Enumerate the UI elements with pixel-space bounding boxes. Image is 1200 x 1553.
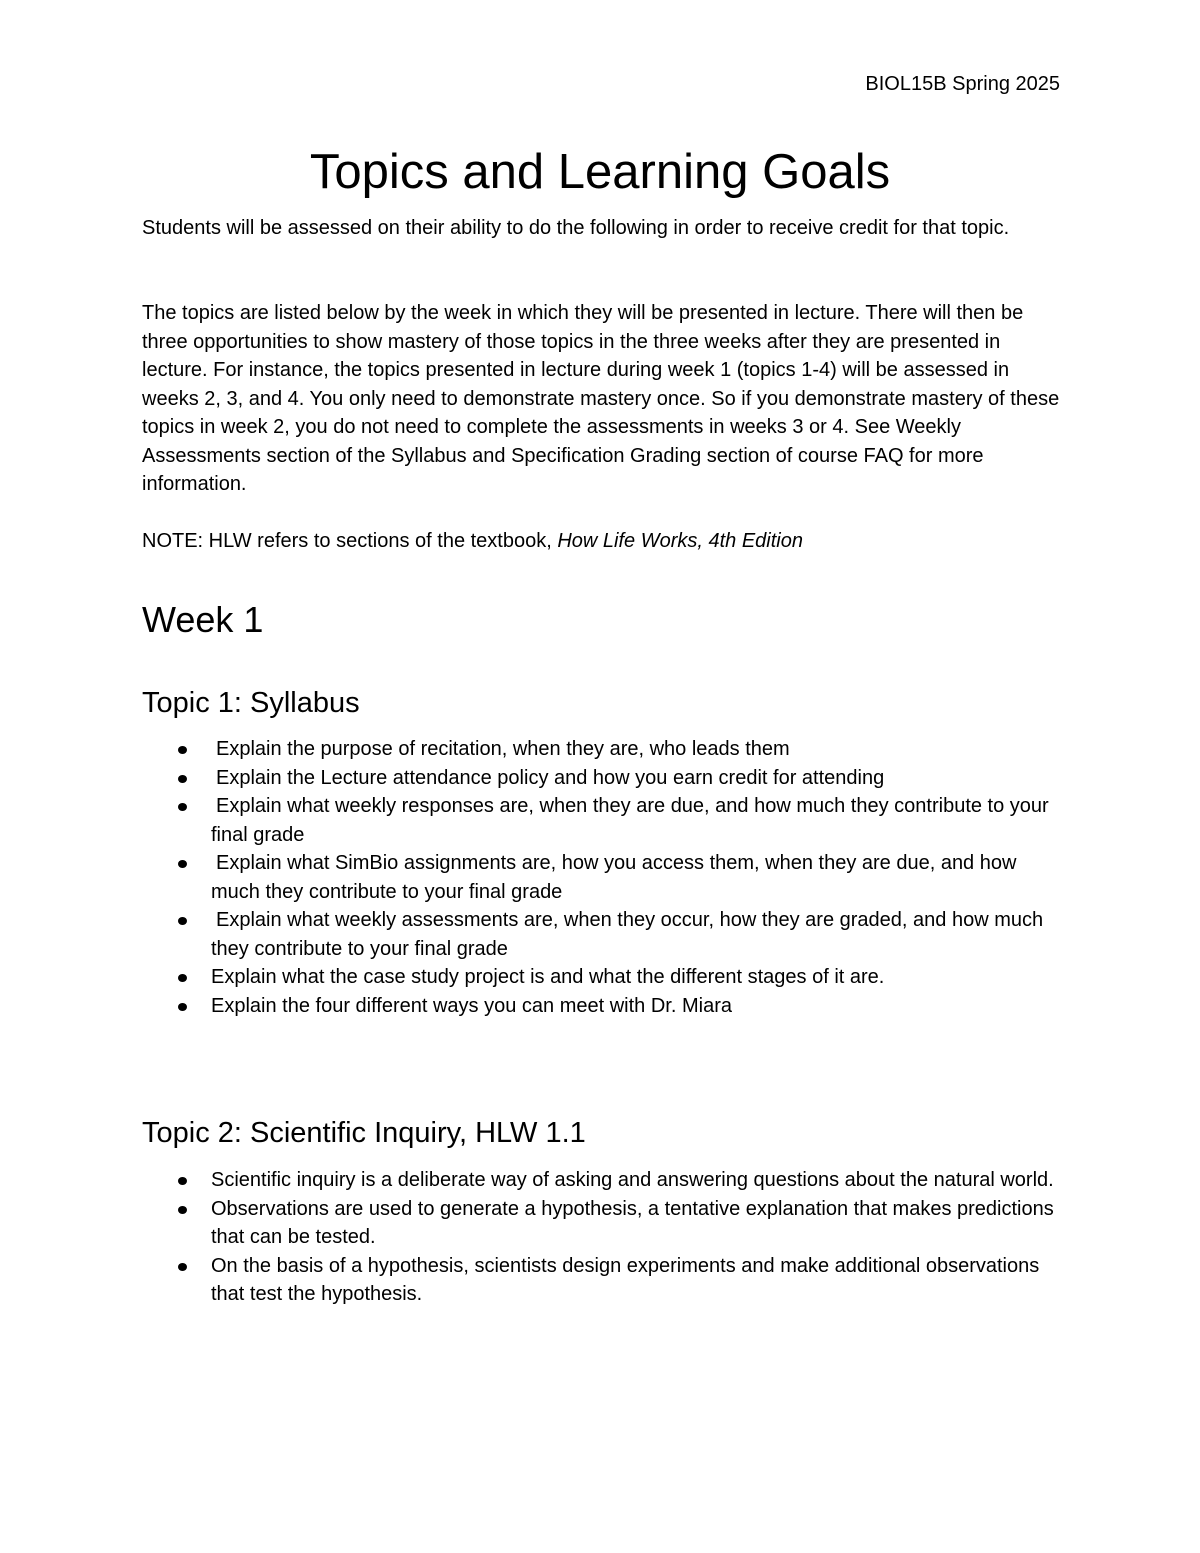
bullet-icon	[178, 1206, 187, 1214]
topic-1-heading: Topic 1: Syllabus	[142, 687, 360, 719]
list-item	[142, 906, 1060, 963]
goal-text: Scientific inquiry is a deliberate way of asking and answering questions about the natural world.	[211, 1169, 1054, 1191]
goal-text: On the basis of a hypothesis, scientists design experiments and make additional observations that test the hypothesis.	[211, 1254, 1040, 1305]
bullet-icon	[178, 974, 187, 982]
list-item	[142, 764, 1060, 793]
list-item	[142, 735, 1060, 764]
course-header: BIOL15B Spring 2025	[865, 73, 1060, 95]
week-1-heading: Week 1	[142, 599, 264, 640]
topic-1-goal-list	[142, 735, 1060, 1020]
note-paragraph	[142, 527, 1060, 556]
bullet-icon	[178, 1177, 187, 1185]
bullet-icon	[178, 1003, 187, 1011]
goal-text: Explain what SimBio assignments are, how you access them, when they are due, and how much they contribute to your final grade	[211, 852, 1017, 903]
bullet-icon	[178, 775, 187, 783]
list-item	[142, 1252, 1060, 1309]
goal-text: Observations are used to generate a hypothesis, a tentative explanation that makes predictions that can be tested.	[211, 1197, 1054, 1248]
goal-text: Explain what the case study project is and what the different stages of it are.	[211, 966, 885, 988]
goal-text: Explain the Lecture attendance policy and how you earn credit for attending	[216, 766, 885, 789]
note-prefix: NOTE: HLW refers to sections of the textbook,	[142, 530, 558, 552]
goal-text: Explain what weekly assessments are, when they occur, how they are graded, and how much they contribute to your final grade	[211, 909, 1044, 960]
list-item	[142, 992, 1060, 1021]
bullet-icon	[178, 1263, 187, 1271]
list-item	[142, 1195, 1060, 1252]
intro-paragraph: Students will be assessed on their ability to do the following in order to receive credit for that topic.	[142, 217, 1010, 239]
bullet-icon	[178, 803, 187, 811]
list-item	[142, 849, 1060, 906]
goal-text: Explain the purpose of recitation, when they are, who leads them	[216, 738, 790, 760]
bullet-icon	[178, 860, 187, 868]
list-item	[142, 1166, 1060, 1195]
list-item	[142, 792, 1060, 849]
textbook-title: How Life Works, 4th Edition	[557, 530, 803, 552]
topic-2-goal-list	[142, 1166, 1060, 1309]
goal-text: Explain what weekly responses are, when they are due, and how much they contribute to your final grade	[211, 795, 1049, 846]
topic-2-heading: Topic 2: Scientific Inquiry, HLW 1.1	[142, 1117, 586, 1149]
goal-text: Explain the four different ways you can meet with Dr. Miara	[211, 994, 732, 1017]
list-item	[142, 963, 1060, 992]
bullet-icon	[178, 746, 187, 754]
bullet-icon	[178, 917, 187, 925]
page-title: Topics and Learning Goals	[309, 145, 891, 199]
details-paragraph: The topics are listed below by the week in which they will be presented in lecture. There will then be three opportunities to show mastery of those topics in the three weeks after they are presented in lecture. For instance, the topics presented in lecture during week 1 (topics 1-4) will be assessed in weeks 2, 3, and 4. You only need to demonstrate mastery once. So if you demonstrate mastery of these topics in week 2, you do not need to complete the assessments in weeks 3 or 4. See Weekly Assessments section of the Syllabus and Specification Grading section of course FAQ for more information.	[142, 302, 1060, 495]
